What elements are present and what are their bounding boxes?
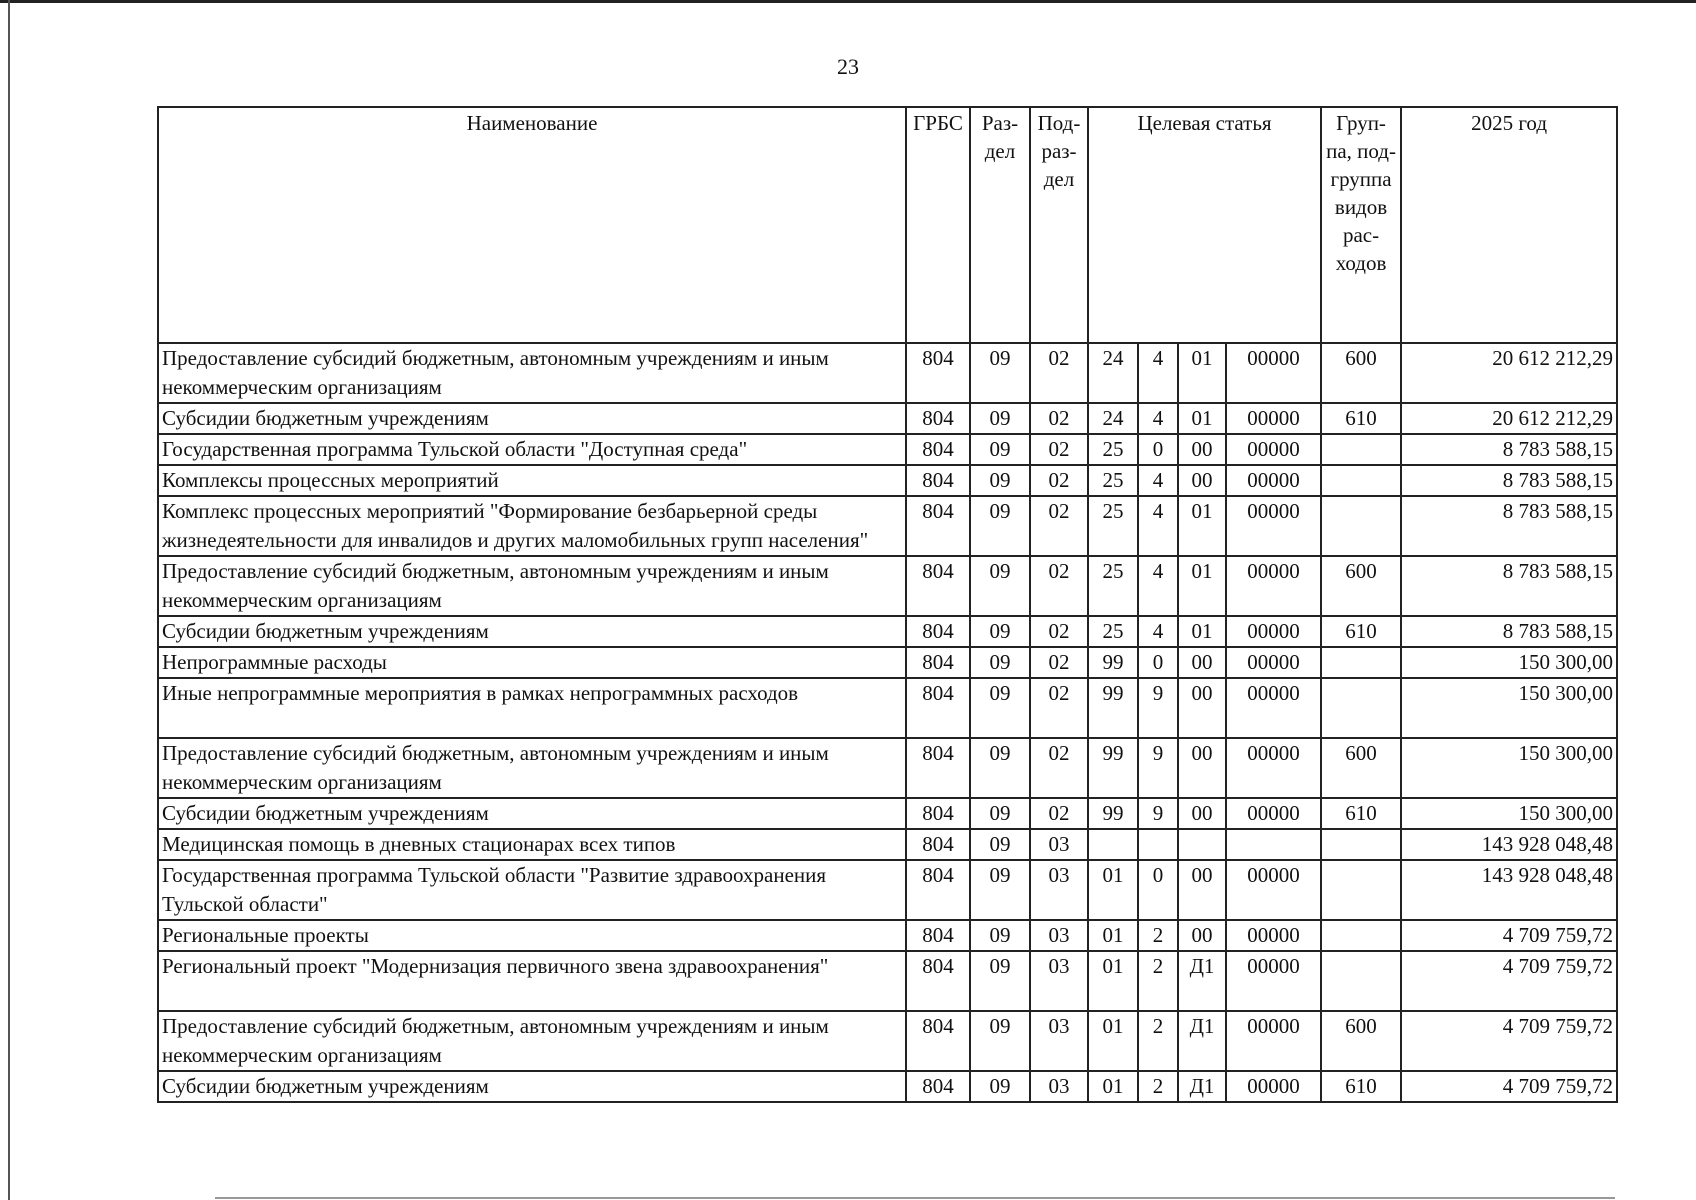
amount-cell: 4 709 759,72 [1401,1011,1617,1071]
target-event-cell: 00 [1178,647,1226,678]
target-direction-cell: 00000 [1226,1011,1321,1071]
target-event-cell: 00 [1178,920,1226,951]
expense-group-cell [1321,647,1401,678]
scan-edge-bottom [215,1197,1615,1199]
podrazdel-cell: 02 [1030,465,1088,496]
header-podrazdel: Под- раз- дел [1030,107,1088,343]
expense-group-cell [1321,860,1401,920]
table-row [158,1011,1617,1071]
podrazdel-cell: 02 [1030,798,1088,829]
expense-group-cell [1321,465,1401,496]
expense-group-cell: 610 [1321,798,1401,829]
razdel-cell: 09 [970,860,1030,920]
razdel-cell: 09 [970,798,1030,829]
target-program-cell: 01 [1088,860,1138,920]
target-type-cell: 9 [1138,798,1178,829]
target-event-cell: 00 [1178,465,1226,496]
target-type-cell: 0 [1138,860,1178,920]
razdel-cell: 09 [970,1071,1030,1102]
amount-cell: 8 783 588,15 [1401,434,1617,465]
expense-group-cell [1321,434,1401,465]
name-cell: Региональный проект "Модернизация первичного звена здравоохранения" [158,951,906,1011]
name-cell: Субсидии бюджетным учреждениям [158,798,906,829]
name-cell: Государственная программа Тульской области "Развитие здравоохранения Тульской области" [158,860,906,920]
table-row [158,829,1617,860]
razdel-cell: 09 [970,403,1030,434]
target-direction-cell: 00000 [1226,616,1321,647]
target-direction-cell [1226,829,1321,860]
target-event-cell: 00 [1178,434,1226,465]
table-row [158,1071,1617,1102]
grbs-cell: 804 [906,678,970,738]
grbs-cell: 804 [906,738,970,798]
target-direction-cell: 00000 [1226,343,1321,403]
header-row [158,107,1617,343]
amount-cell: 4 709 759,72 [1401,951,1617,1011]
podrazdel-cell: 02 [1030,434,1088,465]
header-name: Наименование [158,107,906,343]
amount-cell: 150 300,00 [1401,798,1617,829]
header-expense-group: Груп- па, под- группа видов рас- ходов [1321,107,1401,343]
target-direction-cell: 00000 [1226,465,1321,496]
amount-cell: 143 928 048,48 [1401,860,1617,920]
expense-group-cell: 610 [1321,1071,1401,1102]
podrazdel-cell: 03 [1030,920,1088,951]
target-program-cell: 25 [1088,556,1138,616]
table-row [158,496,1617,556]
expense-group-cell: 610 [1321,616,1401,647]
amount-cell: 143 928 048,48 [1401,829,1617,860]
razdel-cell: 09 [970,920,1030,951]
expense-group-cell [1321,496,1401,556]
podrazdel-cell: 02 [1030,343,1088,403]
target-event-cell: 00 [1178,678,1226,738]
table-row [158,434,1617,465]
target-program-cell: 24 [1088,403,1138,434]
target-direction-cell: 00000 [1226,556,1321,616]
grbs-cell: 804 [906,434,970,465]
table-row [158,920,1617,951]
razdel-cell: 09 [970,465,1030,496]
table-body [158,343,1617,1102]
grbs-cell: 804 [906,860,970,920]
table-row [158,860,1617,920]
target-type-cell: 4 [1138,465,1178,496]
name-cell: Субсидии бюджетным учреждениям [158,1071,906,1102]
budget-table [157,106,1618,1103]
expense-group-cell [1321,678,1401,738]
table-row [158,556,1617,616]
grbs-cell: 804 [906,556,970,616]
expense-group-cell: 600 [1321,738,1401,798]
name-cell: Региональные проекты [158,920,906,951]
name-cell: Предоставление субсидий бюджетным, автономным учреждениям и иным некоммерческим организациям [158,556,906,616]
target-program-cell: 24 [1088,343,1138,403]
target-direction-cell: 00000 [1226,1071,1321,1102]
expense-group-cell: 600 [1321,1011,1401,1071]
expense-group-cell [1321,920,1401,951]
grbs-cell: 804 [906,616,970,647]
target-type-cell: 4 [1138,616,1178,647]
target-direction-cell: 00000 [1226,798,1321,829]
podrazdel-cell: 03 [1030,1071,1088,1102]
podrazdel-cell: 02 [1030,616,1088,647]
razdel-cell: 09 [970,616,1030,647]
target-program-cell: 01 [1088,1071,1138,1102]
amount-cell: 150 300,00 [1401,647,1617,678]
podrazdel-cell: 02 [1030,738,1088,798]
razdel-cell: 09 [970,647,1030,678]
razdel-cell: 09 [970,434,1030,465]
name-cell: Предоставление субсидий бюджетным, автономным учреждениям и иным некоммерческим организациям [158,343,906,403]
target-type-cell: 2 [1138,1011,1178,1071]
name-cell: Государственная программа Тульской области "Доступная среда" [158,434,906,465]
expense-group-cell: 600 [1321,343,1401,403]
scan-edge-left [8,0,10,1200]
target-type-cell: 4 [1138,556,1178,616]
name-cell: Субсидии бюджетным учреждениям [158,403,906,434]
target-event-cell: 01 [1178,496,1226,556]
header-razdel: Раз- дел [970,107,1030,343]
target-event-cell: Д1 [1178,1011,1226,1071]
table-row [158,403,1617,434]
razdel-cell: 09 [970,496,1030,556]
podrazdel-cell: 02 [1030,403,1088,434]
target-event-cell: Д1 [1178,951,1226,1011]
target-type-cell: 4 [1138,496,1178,556]
target-program-cell: 99 [1088,798,1138,829]
grbs-cell: 804 [906,951,970,1011]
amount-cell: 20 612 212,29 [1401,343,1617,403]
razdel-cell: 09 [970,678,1030,738]
target-program-cell: 25 [1088,465,1138,496]
podrazdel-cell: 02 [1030,556,1088,616]
name-cell: Комплексы процессных мероприятий [158,465,906,496]
table-row [158,647,1617,678]
grbs-cell: 804 [906,647,970,678]
target-event-cell: Д1 [1178,1071,1226,1102]
target-direction-cell: 00000 [1226,678,1321,738]
razdel-cell: 09 [970,738,1030,798]
podrazdel-cell: 03 [1030,1011,1088,1071]
table-row [158,738,1617,798]
target-program-cell: 99 [1088,647,1138,678]
target-program-cell: 25 [1088,496,1138,556]
grbs-cell: 804 [906,829,970,860]
target-event-cell: 00 [1178,738,1226,798]
name-cell: Субсидии бюджетным учреждениям [158,616,906,647]
target-direction-cell: 00000 [1226,951,1321,1011]
target-direction-cell: 00000 [1226,920,1321,951]
grbs-cell: 804 [906,403,970,434]
target-direction-cell: 00000 [1226,403,1321,434]
grbs-cell: 804 [906,798,970,829]
target-event-cell: 01 [1178,556,1226,616]
header-year-2025: 2025 год [1401,107,1617,343]
amount-cell: 8 783 588,15 [1401,616,1617,647]
target-event-cell: 01 [1178,343,1226,403]
target-direction-cell: 00000 [1226,496,1321,556]
amount-cell: 8 783 588,15 [1401,556,1617,616]
table-row [158,616,1617,647]
razdel-cell: 09 [970,343,1030,403]
expense-group-cell [1321,951,1401,1011]
target-type-cell: 2 [1138,951,1178,1011]
header-target-article: Целевая статья [1088,107,1321,343]
amount-cell: 8 783 588,15 [1401,496,1617,556]
target-program-cell [1088,829,1138,860]
target-event-cell [1178,829,1226,860]
amount-cell: 20 612 212,29 [1401,403,1617,434]
grbs-cell: 804 [906,465,970,496]
target-type-cell: 0 [1138,434,1178,465]
amount-cell: 150 300,00 [1401,738,1617,798]
expense-group-cell: 600 [1321,556,1401,616]
table-row [158,798,1617,829]
razdel-cell: 09 [970,951,1030,1011]
target-type-cell: 0 [1138,647,1178,678]
amount-cell: 4 709 759,72 [1401,920,1617,951]
podrazdel-cell: 03 [1030,829,1088,860]
header-grbs: ГРБС [906,107,970,343]
target-program-cell: 99 [1088,738,1138,798]
target-event-cell: 00 [1178,860,1226,920]
grbs-cell: 804 [906,343,970,403]
table-row [158,465,1617,496]
grbs-cell: 804 [906,1011,970,1071]
razdel-cell: 09 [970,1011,1030,1071]
razdel-cell: 09 [970,829,1030,860]
grbs-cell: 804 [906,920,970,951]
expense-group-cell: 610 [1321,403,1401,434]
name-cell: Предоставление субсидий бюджетным, автономным учреждениям и иным некоммерческим организациям [158,1011,906,1071]
target-direction-cell: 00000 [1226,738,1321,798]
expense-group-cell [1321,829,1401,860]
grbs-cell: 804 [906,496,970,556]
name-cell: Предоставление субсидий бюджетным, автономным учреждениям и иным некоммерческим организациям [158,738,906,798]
podrazdel-cell: 03 [1030,860,1088,920]
target-program-cell: 01 [1088,920,1138,951]
target-program-cell: 01 [1088,951,1138,1011]
name-cell: Непрограммные расходы [158,647,906,678]
target-program-cell: 01 [1088,1011,1138,1071]
amount-cell: 8 783 588,15 [1401,465,1617,496]
table-row [158,951,1617,1011]
target-type-cell: 9 [1138,678,1178,738]
target-event-cell: 00 [1178,798,1226,829]
target-type-cell: 4 [1138,403,1178,434]
amount-cell: 150 300,00 [1401,678,1617,738]
page-number: 23 [837,54,859,79]
target-direction-cell: 00000 [1226,647,1321,678]
name-cell: Иные непрограммные мероприятия в рамках непрограммных расходов [158,678,906,738]
podrazdel-cell: 02 [1030,496,1088,556]
podrazdel-cell: 03 [1030,951,1088,1011]
target-type-cell: 2 [1138,920,1178,951]
target-direction-cell: 00000 [1226,434,1321,465]
target-program-cell: 99 [1088,678,1138,738]
scan-edge-top [0,0,1696,3]
target-event-cell: 01 [1178,616,1226,647]
table-row [158,343,1617,403]
target-type-cell: 4 [1138,343,1178,403]
podrazdel-cell: 02 [1030,678,1088,738]
name-cell: Комплекс процессных мероприятий "Формирование безбарьерной среды жизнедеятельности для инвалидов и других маломобильных групп населения" [158,496,906,556]
name-cell: Медицинская помощь в дневных стационарах всех типов [158,829,906,860]
table-row [158,678,1617,738]
target-program-cell: 25 [1088,434,1138,465]
podrazdel-cell: 02 [1030,647,1088,678]
target-type-cell: 2 [1138,1071,1178,1102]
grbs-cell: 804 [906,1071,970,1102]
target-program-cell: 25 [1088,616,1138,647]
razdel-cell: 09 [970,556,1030,616]
target-type-cell: 9 [1138,738,1178,798]
target-type-cell [1138,829,1178,860]
amount-cell: 4 709 759,72 [1401,1071,1617,1102]
target-direction-cell: 00000 [1226,860,1321,920]
target-event-cell: 01 [1178,403,1226,434]
